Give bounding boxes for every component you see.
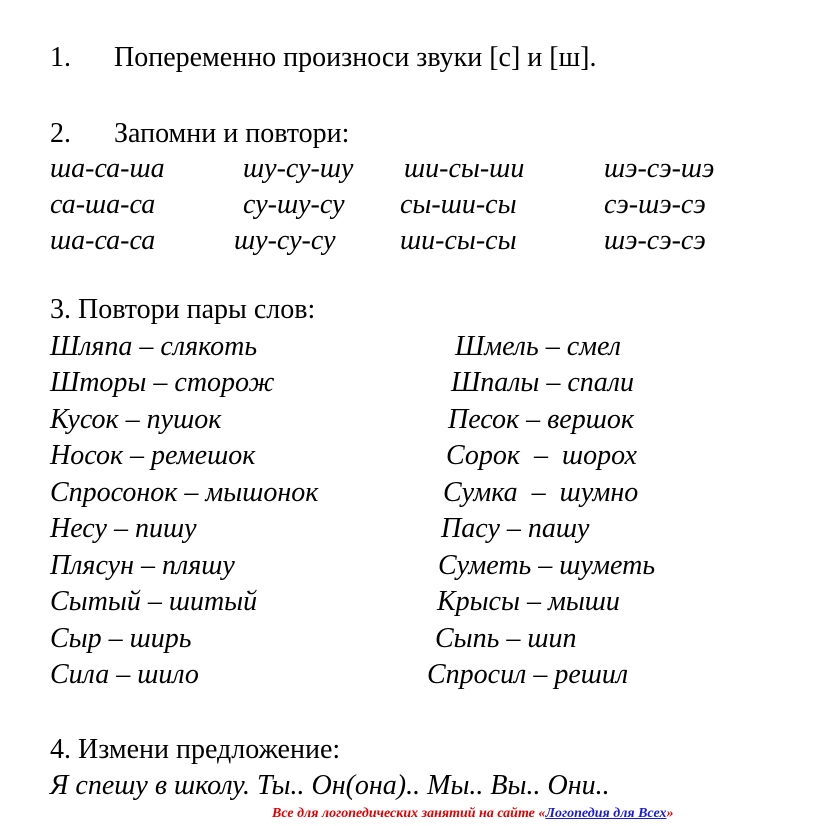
word-pair-left: Сила – шило — [50, 659, 199, 690]
syllable-cell: шэ-сэ-сэ — [604, 225, 706, 256]
word-pair-right: Сыпь – шип — [435, 623, 577, 654]
syllable-cell: шу-су-су — [234, 225, 336, 256]
footer-prefix: Все для логопедических занятий на сайте « — [272, 806, 546, 821]
task4-title: 4. Измени предложение: — [50, 734, 341, 765]
word-pair-right: Крысы – мыши — [437, 586, 620, 617]
word-pair-left: Спросонок – мышонок — [50, 477, 319, 508]
word-pair-right: Песок – вершок — [448, 404, 634, 435]
word-pair-right: Спросил – решил — [427, 659, 629, 690]
word-pair-left: Кусок – пушок — [50, 404, 222, 435]
word-pair-left: Носок – ремешок — [50, 440, 256, 471]
syllable-cell: ша-са-ша — [50, 153, 165, 184]
site-footer — [272, 806, 673, 822]
word-pair-left: Сытый – шитый — [50, 586, 258, 617]
syllable-cell: сэ-шэ-сэ — [604, 189, 706, 220]
task2-number: 2. — [50, 118, 71, 149]
word-pair-right: Шмель – смел — [455, 331, 621, 362]
syllable-cell: сы-ши-сы — [400, 189, 517, 220]
syllable-cell: ши-сы-ши — [404, 153, 525, 184]
syllable-cell: су-шу-су — [243, 189, 345, 220]
task1-number: 1. — [50, 42, 71, 73]
word-pair-right: Сумка – шумно — [443, 477, 639, 508]
syllable-cell: шу-су-шу — [243, 153, 354, 184]
word-pair-left: Плясун – пляшу — [50, 550, 235, 581]
task3-title: 3. Повтори пары слов: — [50, 294, 316, 325]
footer-site-link[interactable]: Логопедия для Всех — [545, 806, 667, 821]
syllable-cell: ши-сы-сы — [400, 225, 517, 256]
syllable-cell: шэ-сэ-шэ — [604, 153, 715, 184]
syllable-cell: са-ша-са — [50, 189, 156, 220]
word-pair-left: Сыр – ширь — [50, 623, 192, 654]
word-pair-right: Суметь – шуметь — [438, 550, 656, 581]
task2-text: Запомни и повтори: — [114, 118, 350, 149]
task1-text: Попеременно произноси звуки [с] и [ш]. — [114, 42, 597, 73]
word-pair-left: Шторы – сторож — [50, 367, 275, 398]
footer-suffix: » — [666, 806, 674, 821]
word-pair-right: Сорок – шорох — [446, 440, 637, 471]
word-pair-left: Шляпа – слякоть — [50, 331, 258, 362]
word-pair-left: Несу – пишу — [50, 513, 197, 544]
syllable-cell: ша-са-са — [50, 225, 156, 256]
word-pair-right: Шпалы – спали — [451, 367, 635, 398]
word-pair-right: Пасу – пашу — [441, 513, 590, 544]
task4-sentence: Я спешу в школу. Ты.. Он(она).. Мы.. Вы.. Они.. — [50, 770, 610, 801]
